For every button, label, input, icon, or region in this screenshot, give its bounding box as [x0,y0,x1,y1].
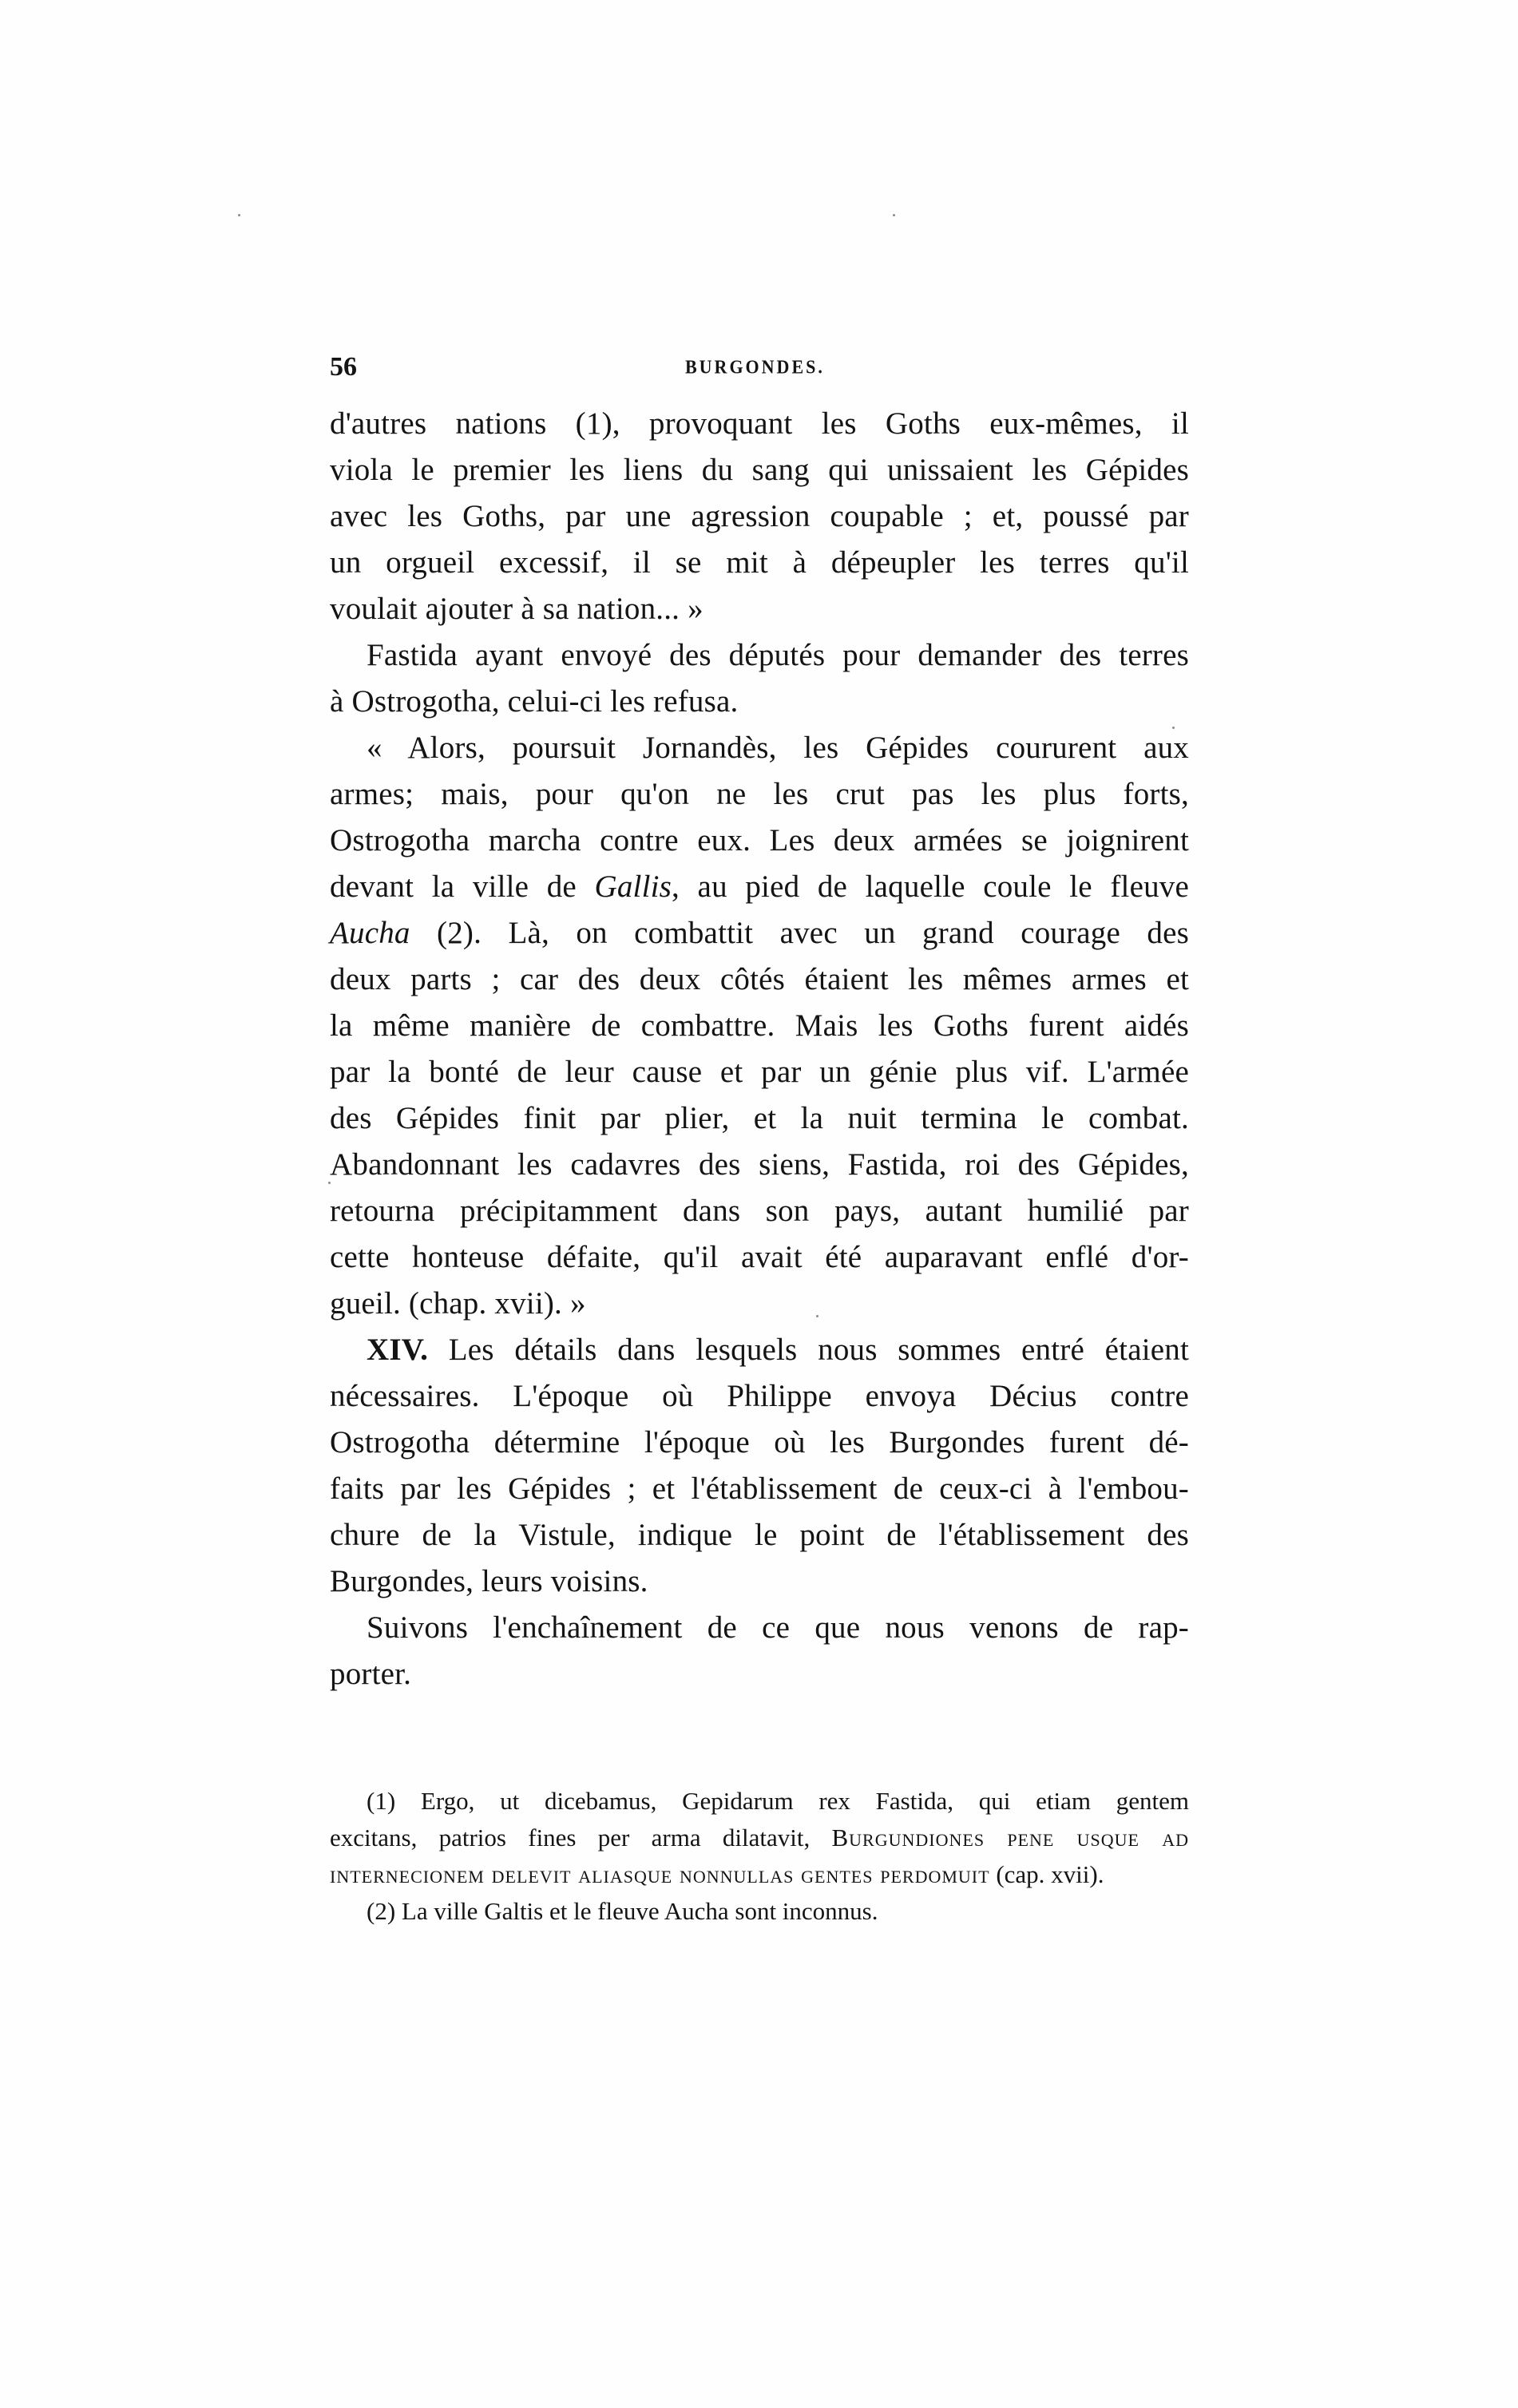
text-line: par la bonté de leur cause et par un génie plus vif. L'armée [330,1055,1189,1089]
paragraph-start: Suivons l'enchaînement de ce que nous venons de rap- [367,1610,1189,1645]
text-segment: excitans, patrios fines per arma dilatavit, [330,1824,832,1852]
text-line: avec les Goths, par une agression coupable ; et, poussé par [330,499,1189,533]
text-line: faits par les Gépides ; et l'établissement de ceux-ci à l'embou- [330,1471,1189,1506]
text-line: Ostrogotha détermine l'époque où les Burgondes furent dé- [330,1425,1189,1459]
running-title: BURGONDES. [685,355,825,378]
paragraph-start: Fastida ayant envoyé des députés pour demander des terres [367,638,1189,672]
text-line [330,910,1189,956]
text-line: Burgondes, leurs voisins. [330,1564,648,1598]
scan-speck [893,214,895,216]
text-line: Ostrogotha marcha contre eux. Les deux armées se joignirent [330,823,1189,857]
latin-quote-smallcaps: internecionem delevit aliasque nonnullas gentes perdomuit [330,1860,990,1888]
text-line: armes; mais, pour qu'on ne les crut pas les plus forts, [330,777,1189,811]
text-segment: (2). Là, on combattit avec un grand courage des [410,916,1189,950]
text-segment: Les détails dans lesquels nous sommes entré étaient [428,1333,1189,1367]
footnote-1: (1) Ergo, ut dicebamus, Gepidarum rex Fastida, qui etiam gentem [367,1787,1189,1815]
text-line: chure de la Vistule, indique le point de l'établissement des [330,1518,1189,1552]
paragraph-start: « Alors, poursuit Jornandès, les Gépides coururent aux [367,731,1189,765]
text-line: des Gépides finit par plier, et la nuit termina le combat. [330,1101,1189,1135]
text-line: viola le premier les liens du sang qui unissaient les Gépides [330,453,1189,487]
section-start [330,1327,1189,1373]
text-line: retourna précipitamment dans son pays, autant humilié par [330,1194,1189,1228]
body-text [330,401,1189,1697]
footnote-2: (2) La ville Galtis et le fleuve Aucha sont inconnus. [367,1897,878,1925]
place-name-italic: Gallis [594,869,672,904]
text-line: gueil. (chap. xvii). » [330,1286,586,1321]
text-line: porter. [330,1657,412,1691]
text-line: à Ostrogotha, celui-ci les refusa. [330,684,739,719]
text-segment: , au pied de laquelle coule le fleuve [672,869,1189,904]
text-line: voulait ajouter à sa nation... » [330,592,704,626]
river-name-italic: Aucha [330,916,410,950]
section-number: XIV. [367,1333,429,1367]
latin-quote-smallcaps: Burgundiones pene usque ad [831,1824,1189,1852]
text-line [330,864,1189,910]
text-line: Abandonnant les cadavres des siens, Fastida, roi des Gépides, [330,1147,1189,1182]
running-head [330,351,1189,383]
text-segment: (cap. xvii). [989,1860,1104,1888]
text-line: un orgueil excessif, il se mit à dépeupler les terres qu'il [330,545,1189,580]
scan-speck [238,214,240,216]
text-line: deux parts ; car des deux côtés étaient les mêmes armes et [330,962,1189,996]
page-number: 56 [330,352,357,382]
footnotes [330,1783,1189,1930]
text-segment: devant la ville de [330,869,595,904]
text-line: la même manière de combattre. Mais les Goths furent aidés [330,1008,1189,1043]
footnote-1-continued [330,1856,1189,1893]
footnote-1-continued [330,1820,1189,1856]
text-line: cette honteuse défaite, qu'il avait été auparavant enflé d'or- [330,1240,1189,1274]
text-line: nécessaires. L'époque où Philippe envoya Décius contre [330,1379,1189,1413]
text-line: d'autres nations (1), provoquant les Goths eux-mêmes, il [330,406,1189,441]
